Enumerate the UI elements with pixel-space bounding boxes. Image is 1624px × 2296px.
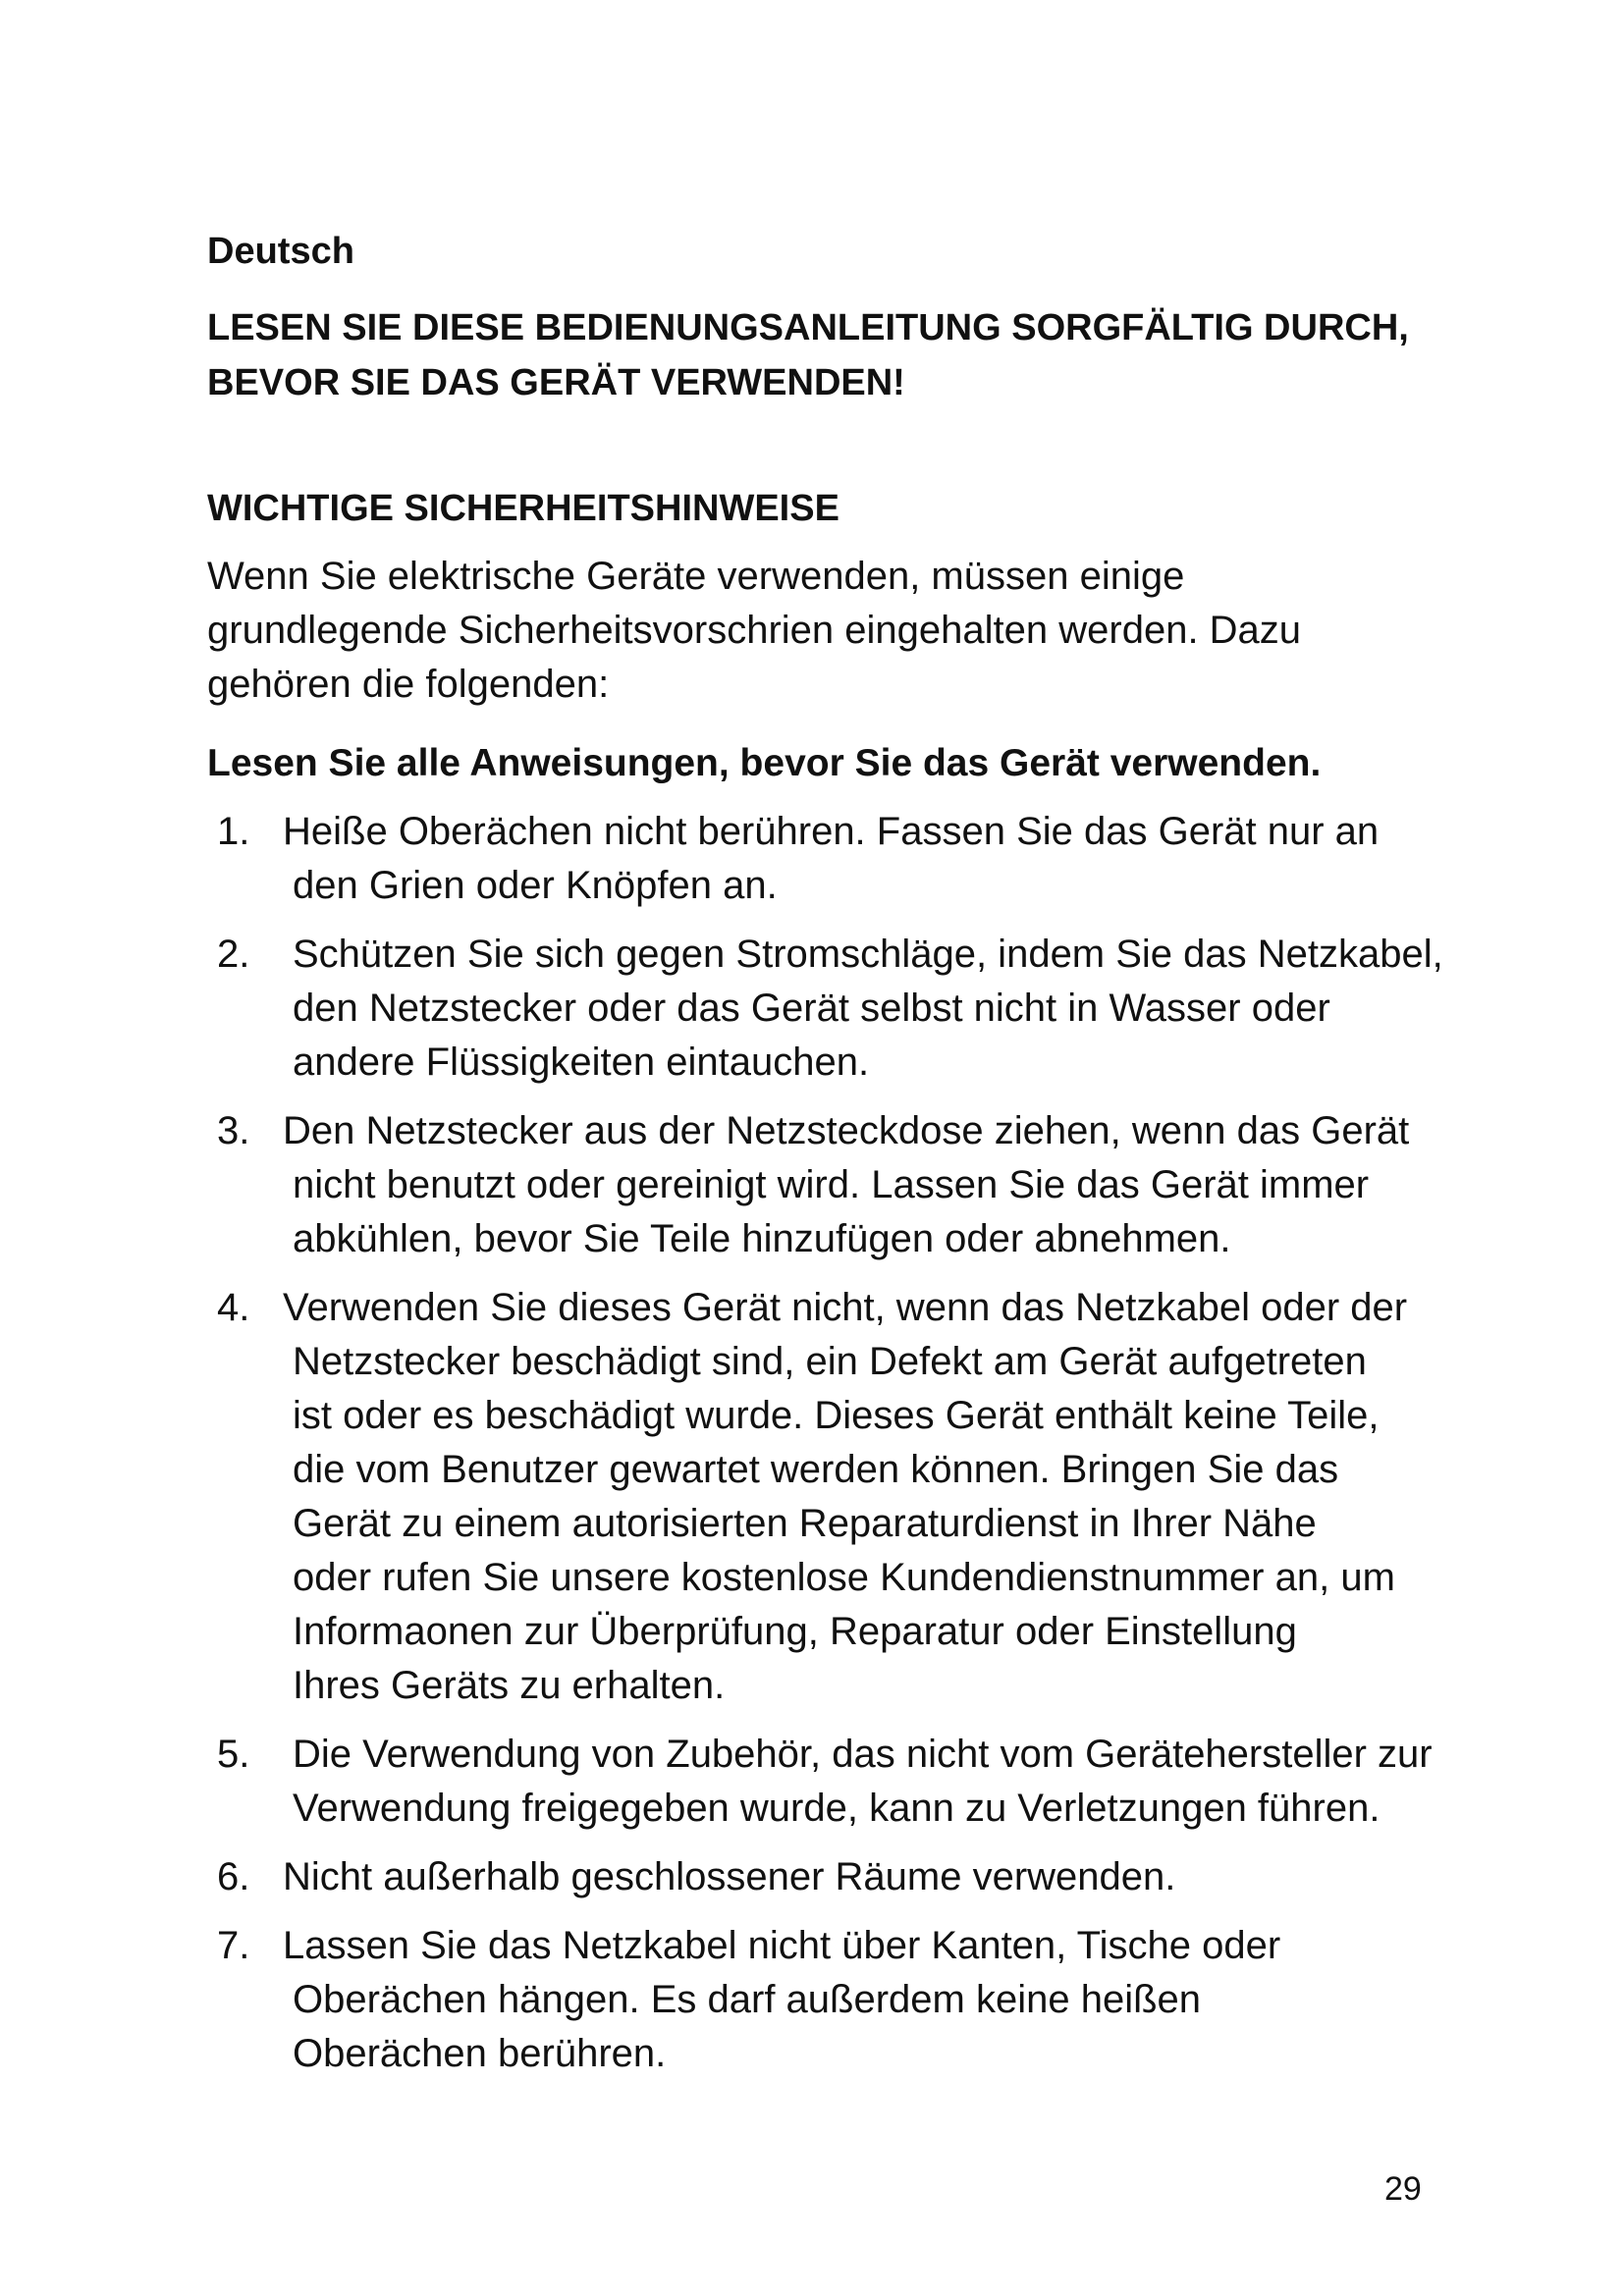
list-item-text	[283, 1850, 1484, 1904]
list-item-line: die vom Benutzer gewartet werden können. Bringen Sie das	[293, 1448, 1339, 1491]
list-item	[207, 1728, 1484, 1836]
list-item-line: Verwenden Sie dieses Gerät nicht, wenn das Netzkabel oder der	[283, 1286, 1408, 1329]
list-item-line: Nicht außerhalb geschlossener Räume verwenden.	[283, 1855, 1176, 1898]
list-item-line: abkühlen, bevor Sie Teile hinzufügen oder abnehmen.	[293, 1217, 1231, 1260]
list-item-number: 4.	[217, 1286, 250, 1329]
intro-paragraph	[207, 550, 1444, 712]
list-item-line: andere Flüssigkeiten eintauchen.	[293, 1041, 870, 1084]
safety-list	[207, 805, 1484, 2096]
list-item-line: ist oder es beschädigt wurde. Dieses Gerät enthält keine Teile,	[293, 1394, 1380, 1437]
list-item	[207, 1281, 1484, 1713]
list-item-text	[283, 1281, 1484, 1713]
list-item-number: 7.	[217, 1924, 250, 1967]
list-item-line: den Grien oder Knöpfen an.	[293, 864, 778, 907]
section-title: WICHTIGE SICHERHEITSHINWEISE	[207, 488, 839, 529]
list-item-line: Verwendung freigegeben wurde, kann zu Verletzungen führen.	[293, 1787, 1380, 1830]
list-item-text	[283, 928, 1484, 1090]
instruction-statement: Lesen Sie alle Anweisungen, bevor Sie das Gerät verwenden.	[207, 742, 1322, 784]
list-item-line: Die Verwendung von Zubehör, das nicht vom Gerätehersteller zur	[293, 1733, 1433, 1776]
list-item-text	[283, 1728, 1484, 1836]
list-item	[207, 928, 1484, 1090]
list-item-line: Oberächen hängen. Es darf außerdem keine heißen	[293, 1978, 1202, 2021]
list-item-text	[283, 1919, 1484, 2081]
list-item	[207, 1850, 1484, 1904]
list-item-line: Schützen Sie sich gegen Stromschläge, indem Sie das Netzkabel,	[293, 933, 1443, 976]
list-item	[207, 1919, 1484, 2081]
list-item-number: 2.	[217, 933, 250, 976]
list-item-line: Oberächen berühren.	[293, 2032, 667, 2075]
page-number: 29	[1384, 2170, 1422, 2208]
list-item	[207, 1104, 1484, 1266]
list-item-line: Den Netzstecker aus der Netzsteckdose ziehen, wenn das Gerät	[283, 1109, 1410, 1152]
language-heading: Deutsch	[207, 231, 354, 272]
list-item-line: Heiße Oberächen nicht berühren. Fassen Sie das Gerät nur an	[283, 810, 1380, 853]
read-manual-warning	[207, 300, 1425, 410]
list-item-number: 6.	[217, 1855, 250, 1898]
intro-line: Wenn Sie elektrische Geräte verwenden, müssen einige	[207, 555, 1185, 598]
warning-line: LESEN SIE DIESE BEDIENUNGSANLEITUNG SORGFÄLTIG DURCH,	[207, 307, 1409, 348]
list-item-line: Gerät zu einem autorisierten Reparaturdienst in Ihrer Nähe	[293, 1502, 1317, 1545]
list-item-number: 1.	[217, 810, 250, 853]
list-item-number: 3.	[217, 1109, 250, 1152]
list-item-line: Ihres Geräts zu erhalten.	[293, 1664, 726, 1707]
list-item-line: Lassen Sie das Netzkabel nicht über Kanten, Tische oder	[283, 1924, 1281, 1967]
list-item-text	[283, 1104, 1484, 1266]
list-item	[207, 805, 1484, 913]
list-item-line: Netzstecker beschädigt sind, ein Defekt am Gerät aufgetreten	[293, 1340, 1367, 1383]
intro-line: grundlegende Sicherheitsvorschrien eingehalten werden. Dazu	[207, 609, 1302, 652]
intro-line: gehören die folgenden:	[207, 663, 610, 706]
list-item-text	[283, 805, 1484, 913]
list-item-number: 5.	[217, 1733, 250, 1776]
list-item-line: oder rufen Sie unsere kostenlose Kundendienstnummer an, um	[293, 1556, 1395, 1599]
list-item-line: den Netzstecker oder das Gerät selbst nicht in Wasser oder	[293, 987, 1330, 1030]
warning-line: BEVOR SIE DAS GERÄT VERWENDEN!	[207, 362, 905, 403]
list-item-line: nicht benutzt oder gereinigt wird. Lassen Sie das Gerät immer	[293, 1163, 1370, 1206]
list-item-line: Informaonen zur Überprüfung, Reparatur oder Einstellung	[293, 1610, 1297, 1653]
